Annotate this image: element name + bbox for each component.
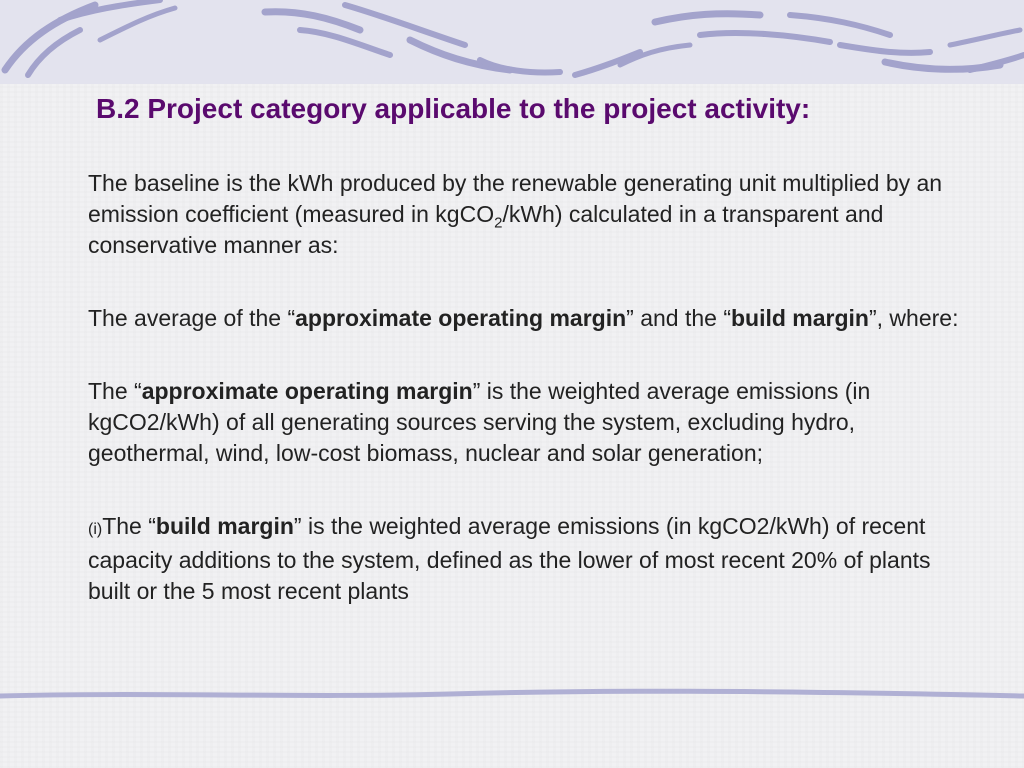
paragraph-build-margin [88, 511, 968, 607]
paragraph-baseline [88, 168, 968, 261]
para3-text-a: The “ [88, 378, 142, 404]
para1-text-b: /kWh) calculated in a transparent and conservative manner as: [88, 201, 884, 258]
para2-text-c: ”, where: [868, 305, 959, 331]
bottom-divider-line [0, 684, 1024, 708]
brush-stroke-decoration [0, 0, 1024, 84]
slide-body [88, 168, 968, 607]
para3-text-b: ” is the weighted average emissions (in kgCO2/kWh) of all generating sources serving the system, excluding hydro, geothermal, wind, low-cost biomass, nuclear and solar generation; [88, 378, 871, 466]
paragraph-operating-margin [88, 376, 968, 469]
para2-text-a: The average of the “ [88, 305, 296, 331]
slide-title: B.2 Project category applicable to the project activity: [96, 93, 811, 124]
paragraph-average [88, 303, 968, 334]
para1-text-a: The baseline is the kWh produced by the renewable generating unit multiplied by an emission coefficient (measured in kgCO [88, 170, 943, 227]
para1-subscript: 2 [494, 214, 503, 232]
para4-text-b: ” is the weighted average emissions (in kgCO2/kWh) of recent capacity additions to the system, defined as the lower of most recent 20% of plants built or the 5 most recent plants [88, 513, 931, 604]
para2-text-b: ” and the “ [626, 305, 731, 331]
para2-bold-a: approximate operating margin [295, 305, 627, 331]
para4-text-a: The “ [102, 513, 156, 539]
para2-bold-b: build margin [730, 305, 869, 331]
para3-bold-a: approximate operating margin [141, 378, 473, 404]
para4-prefix: (i) [88, 521, 103, 538]
para4-bold-a: build margin [155, 513, 294, 539]
